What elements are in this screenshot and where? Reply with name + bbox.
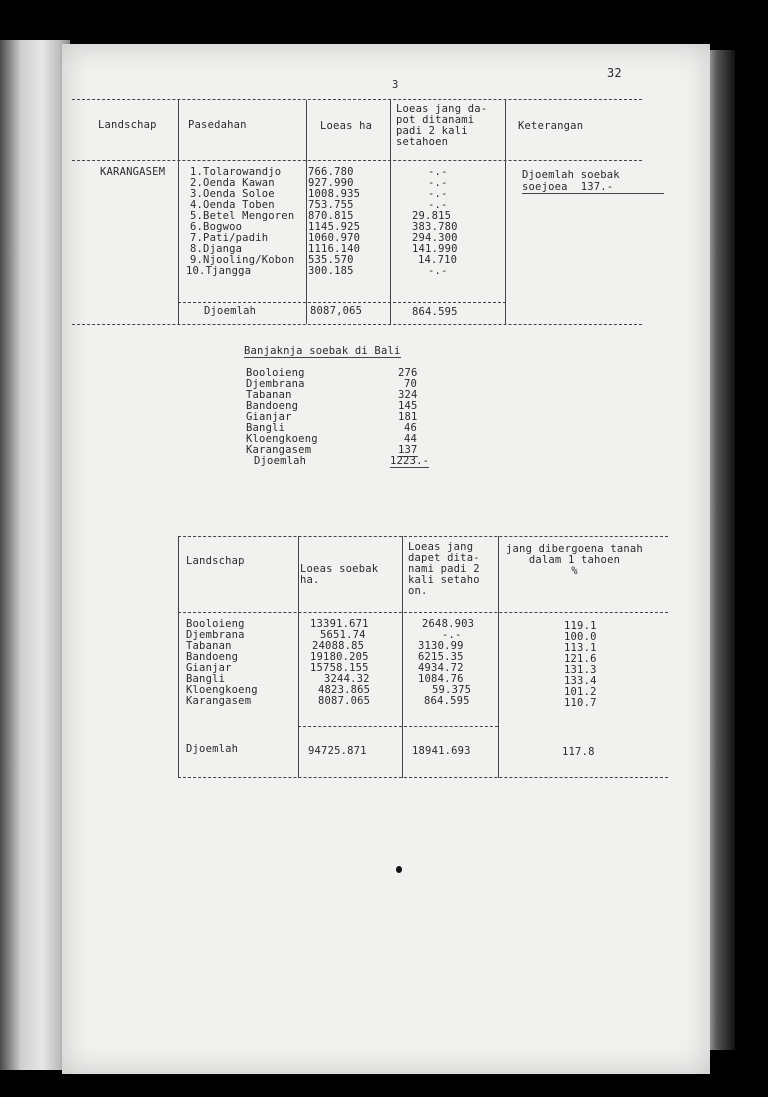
table-row-name: 5.Betel Mengoren bbox=[190, 210, 295, 222]
list-total-label: Djoemlah bbox=[254, 455, 307, 467]
table-row-name: 9.Njooling/Kobon bbox=[190, 254, 295, 266]
table2-col-divider bbox=[498, 536, 499, 778]
table-row-name: Bandoeng bbox=[186, 651, 239, 663]
table-row-name: 4.Oenda Toben bbox=[190, 199, 275, 211]
table2-col-divider bbox=[402, 536, 403, 778]
table-row-padi: 29.815 bbox=[412, 210, 452, 222]
col-header-landschap: Landschap bbox=[186, 555, 245, 567]
table-row-loeas: 1008.935 bbox=[308, 188, 361, 200]
list-item: Booloieng bbox=[246, 367, 305, 379]
table-row-loeas: 4823.865 bbox=[318, 684, 371, 696]
table-row-padi: 14.710 bbox=[418, 254, 458, 266]
table2-col-divider bbox=[298, 536, 299, 778]
table1-total-padi: 864.595 bbox=[412, 306, 458, 318]
col-header-loeas: Loeas ha bbox=[320, 120, 373, 132]
table-row-name: 10.Tjangga bbox=[186, 265, 252, 277]
table-row-percent: 121.6 bbox=[564, 653, 597, 665]
table-row-percent: 119.1 bbox=[564, 620, 597, 632]
keterangan-note: Djoemlah soebak bbox=[522, 169, 620, 181]
table-row-loeas: 870.815 bbox=[308, 210, 354, 222]
table-row-name: Tabanan bbox=[186, 640, 232, 652]
col-header-loeas-padi: Loeas jang dapet dita- nami padi 2 kali setaho on. bbox=[408, 541, 480, 597]
list-item: Bandoeng bbox=[246, 400, 299, 412]
table2-total-label: Djoemlah bbox=[186, 743, 239, 755]
table-row-padi: -.- bbox=[428, 166, 448, 178]
table-row-padi: -.- bbox=[428, 265, 448, 277]
table2-top-rule bbox=[178, 536, 668, 537]
table-row-padi: 1084.76 bbox=[418, 673, 464, 685]
table-row-loeas: 5651.74 bbox=[320, 629, 366, 641]
table1-total-loeas: 8087,065 bbox=[310, 305, 363, 317]
table-row-padi: 59.375 bbox=[432, 684, 472, 696]
table1-total-label: Djoemlah bbox=[204, 305, 257, 317]
top-mark: 3 bbox=[392, 79, 399, 91]
table-row-loeas: 753.755 bbox=[308, 199, 354, 211]
table-row-padi: 6215.35 bbox=[418, 651, 464, 663]
list-item: Gianjar bbox=[246, 411, 292, 423]
list-item-value: 276 bbox=[398, 367, 418, 379]
col-header-keterangan: Keterangan bbox=[518, 120, 584, 132]
table-row-loeas: 13391.671 bbox=[310, 618, 369, 630]
col-header-percent: jang dibergoena tanah dalam 1 tahoen % bbox=[506, 543, 643, 577]
landschap-value: KARANGASEM bbox=[100, 166, 166, 178]
table2-bottom-rule bbox=[178, 777, 668, 778]
page-number: 32 bbox=[607, 66, 622, 80]
table-row-padi: -.- bbox=[442, 629, 462, 641]
document-page bbox=[62, 44, 710, 1074]
table-row-padi: 864.595 bbox=[424, 695, 470, 707]
table-row-name: Kloengkoeng bbox=[186, 684, 258, 696]
table-row-loeas: 19180.205 bbox=[310, 651, 369, 663]
table2-sum-rule bbox=[298, 726, 498, 727]
table-row-name: Djembrana bbox=[186, 629, 245, 641]
table1-col-divider bbox=[178, 100, 179, 324]
table-row-padi: 3130.99 bbox=[418, 640, 464, 652]
col-header-landschap: Landschap bbox=[98, 119, 157, 131]
col-header-pasedahan: Pasedahan bbox=[188, 119, 247, 131]
keterangan-note-total: soejoea 137.- bbox=[522, 182, 664, 194]
table1-bottom-rule bbox=[72, 324, 642, 325]
list-item: Djembrana bbox=[246, 378, 305, 390]
list-item: Bangli bbox=[246, 422, 286, 434]
table1-col-divider bbox=[306, 100, 307, 324]
table2-total-percent: 117.8 bbox=[562, 746, 595, 758]
table-row-name: 7.Pati/padih bbox=[190, 232, 269, 244]
table1-top-rule bbox=[72, 99, 642, 100]
table-row-padi: -.- bbox=[428, 188, 448, 200]
table2-total-padi: 18941.693 bbox=[412, 745, 471, 757]
list-item-value: 181 bbox=[398, 411, 418, 423]
table-row-loeas: 300.185 bbox=[308, 265, 354, 277]
list-item: Kloengkoeng bbox=[246, 433, 318, 445]
table-row-padi: 141.990 bbox=[412, 243, 458, 255]
list-item-value: 137 bbox=[398, 444, 418, 456]
table1-sum-rule bbox=[178, 302, 506, 303]
table-row-percent: 110.7 bbox=[564, 697, 597, 709]
table-row-loeas: 1060.970 bbox=[308, 232, 361, 244]
table-row-percent: 133.4 bbox=[564, 675, 597, 687]
table-row-name: 6.Bogwoo bbox=[190, 221, 243, 233]
table-row-loeas: 535.570 bbox=[308, 254, 354, 266]
list-item-value: 70 bbox=[404, 378, 418, 390]
ink-dot bbox=[396, 866, 402, 873]
table-row-name: 1.Tolarowandjo bbox=[190, 166, 282, 178]
table-row-name: 2.Oenda Kawan bbox=[190, 177, 275, 189]
table-row-name: Karangasem bbox=[186, 695, 252, 707]
list-item: Tabanan bbox=[246, 389, 292, 401]
list-item-value: 44 bbox=[404, 433, 418, 445]
table-row-loeas: 927.990 bbox=[308, 177, 354, 189]
table-row-loeas: 1116.140 bbox=[308, 243, 361, 255]
table1-col-divider bbox=[390, 100, 391, 324]
table2-total-loeas: 94725.871 bbox=[308, 745, 367, 757]
table-row-padi: 2648.903 bbox=[422, 618, 475, 630]
table-row-percent: 100.0 bbox=[564, 631, 597, 643]
table2-col-divider bbox=[178, 536, 179, 778]
table-row-percent: 113.1 bbox=[564, 642, 597, 654]
table-row-loeas: 15758.155 bbox=[310, 662, 369, 674]
table-row-padi: 383.780 bbox=[412, 221, 458, 233]
list-item-value: 324 bbox=[398, 389, 418, 401]
table-row-name: Bangli bbox=[186, 673, 226, 685]
list-item: Karangasem bbox=[246, 444, 312, 456]
table-row-percent: 131.3 bbox=[564, 664, 597, 676]
table-row-name: Gianjar bbox=[186, 662, 232, 674]
col-header-loeas-soebak: Loeas soebak ha. bbox=[300, 563, 379, 586]
list-item-value: 46 bbox=[404, 422, 418, 434]
table-row-loeas: 3244.32 bbox=[324, 673, 370, 685]
table2-header-rule bbox=[178, 612, 668, 613]
table1-header-rule bbox=[72, 160, 642, 161]
book-binding bbox=[0, 40, 70, 1070]
table-row-name: 8.Djanga bbox=[190, 243, 243, 255]
table-row-loeas: 24088.85 bbox=[312, 640, 365, 652]
list-title: Banjaknja soebak di Bali bbox=[244, 345, 401, 357]
table1-col-divider bbox=[505, 100, 506, 324]
table-row-loeas: 766.780 bbox=[308, 166, 354, 178]
table-row-loeas: 8087.065 bbox=[318, 695, 371, 707]
table-row-padi: -.- bbox=[428, 177, 448, 189]
list-total-value: 1223.- bbox=[390, 455, 430, 467]
table-row-padi: 294.300 bbox=[412, 232, 458, 244]
table-row-name: 3.Oenda Soloe bbox=[190, 188, 275, 200]
table-row-padi: 4934.72 bbox=[418, 662, 464, 674]
table-row-percent: 101.2 bbox=[564, 686, 597, 698]
table-row-name: Booloieng bbox=[186, 618, 245, 630]
col-header-loeas-padi: Loeas jang da- pot ditanami padi 2 kali setahoen bbox=[396, 103, 488, 148]
list-item-value: 145 bbox=[398, 400, 418, 412]
table-row-padi: -.- bbox=[428, 199, 448, 211]
table-row-loeas: 1145.925 bbox=[308, 221, 361, 233]
